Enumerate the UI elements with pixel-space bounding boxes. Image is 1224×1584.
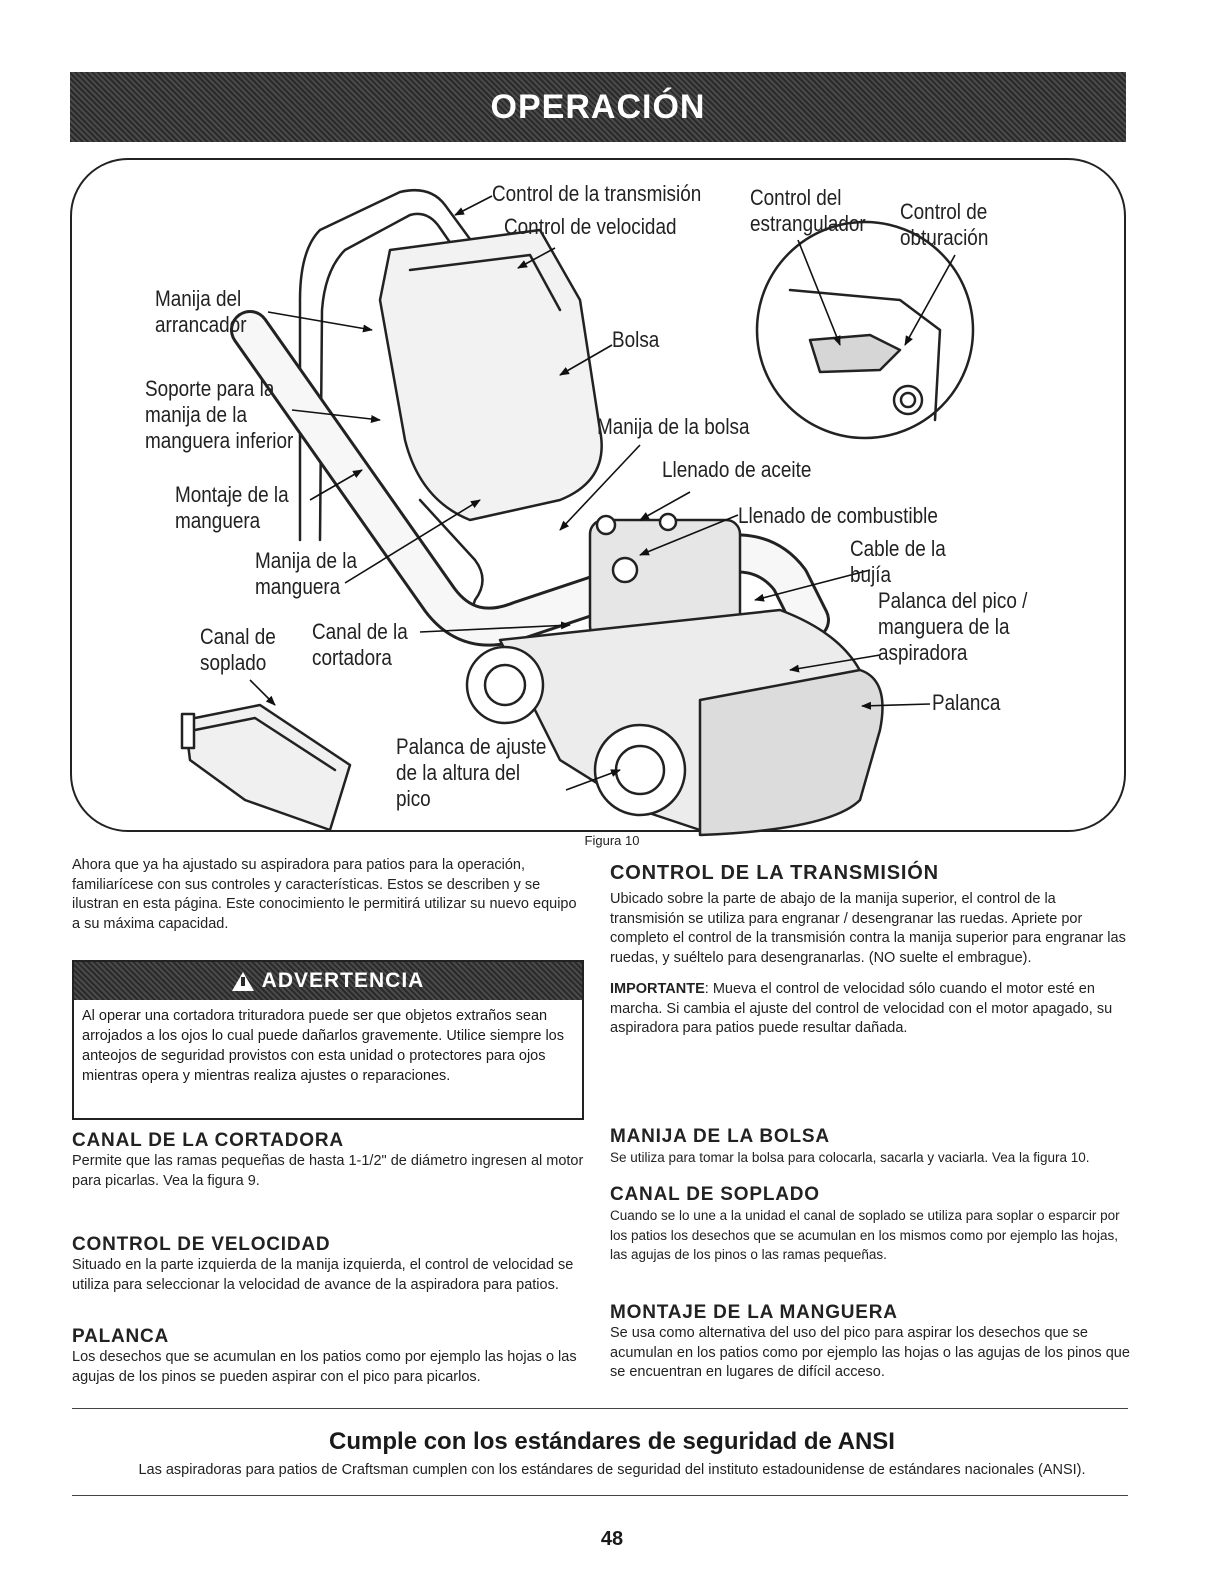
bag-shape xyxy=(380,230,602,520)
section-transmission-control xyxy=(610,862,1130,1039)
label-choke-control: Control del estrangulador xyxy=(750,185,866,236)
rear-wheel xyxy=(467,647,543,723)
label-hose-handle: Manija de la manguera xyxy=(255,548,358,599)
label-speed-control: Control de velocidad xyxy=(504,214,677,239)
section-bag-handle xyxy=(610,1126,1130,1168)
section-title: PALANCA xyxy=(72,1326,170,1347)
section-speed-control xyxy=(72,1234,584,1295)
label-starter-handle: Manija del arrancador xyxy=(155,286,247,337)
intro-text: Ahora que ya ha ajustado su aspiradora para patios para la operación, familiarícese con sus controles y características. Estos se describen y se ilustran en esta página. Este conocimiento le permitirá utilizar su nuevo equipo a su máxima capacidad. xyxy=(72,857,577,932)
label-bag: Bolsa xyxy=(612,327,660,352)
label-bag-handle: Manija de la bolsa xyxy=(597,414,750,439)
section-title: CONTROL DE VELOCIDAD xyxy=(72,1234,331,1255)
figure-caption: Figura 10 xyxy=(584,833,640,848)
divider-top xyxy=(72,1408,1128,1409)
section-chipper-chute xyxy=(72,1130,584,1191)
ansi-text: Las aspiradoras para patios de Craftsman cumplen con los estándares de seguridad del instituto estadounidense de estándares nacionales (ANSI). xyxy=(138,1462,1086,1478)
page-number: 48 xyxy=(600,1528,624,1550)
label-chipper-chute: Canal de la cortadora xyxy=(312,619,408,670)
important-text: : Mueva el control de velocidad sólo cuando el motor esté en marcha. Si cambia el ajuste del control de velocidad con el motor apagado, su aspiradora para patios puede resultar dañada. xyxy=(610,981,1113,1036)
section-lever xyxy=(72,1326,584,1387)
label-lower-hose-support: Soporte para la manija de la manguera inferior xyxy=(145,376,294,453)
section-text: Cuando se lo une a la unidad el canal de soplado se utiliza para soplar o esparcir por los patios los desechos que se acumulan en los mismos como por ejemplo las hojas, las agujas de los pinos o las ramas pequeñas. xyxy=(610,1208,1120,1262)
warning-header xyxy=(74,962,582,1000)
label-throttle-control: Control de obturación xyxy=(900,199,989,250)
divider-bottom xyxy=(72,1495,1128,1496)
ansi-heading: Cumple con los estándares de seguridad de ANSI xyxy=(329,1428,895,1455)
label-fuel-fill: Llenado de combustible xyxy=(738,503,938,528)
label-oil-fill: Llenado de aceite xyxy=(662,457,812,482)
important-note xyxy=(610,980,1130,1039)
section-text: Situado en la parte izquierda de la manija izquierda, el control de velocidad se utiliza para seleccionar la velocidad de avance de la aspiradora para patios. xyxy=(72,1257,574,1293)
section-title: CANAL DE LA CORTADORA xyxy=(72,1130,344,1151)
label-lever: Palanca xyxy=(932,690,1001,715)
warning-title: ADVERTENCIA xyxy=(261,969,425,992)
section-text: Se usa como alternativa del uso del pico para aspirar los desechos que se acumulan en los patios como por ejemplo las hojas o las agujas de los pinos que se encuentran en lugares de difícil acceso. xyxy=(610,1325,1130,1380)
warning-box xyxy=(72,960,584,1120)
section-text: Ubicado sobre la parte de abajo de la manija superior, el control de la transmisión se utiliza para engranar / desengranar las ruedas. Apriete por completo el control de la transmisión contra la manija superior para engranar las ruedas, y suéltelo para desengranarlas. (NO suelte el embrague). xyxy=(610,891,1126,966)
section-text: Permite que las ramas pequeñas de hasta 1-1/2" de diámetro ingresen al motor para picarlas. Vea la figura 9. xyxy=(72,1153,584,1189)
warning-icon xyxy=(232,972,254,991)
blower-chute-accessory xyxy=(185,705,350,830)
label-hose-mount: Montaje de la manguera xyxy=(175,482,289,533)
section-text: Se utiliza para tomar la bolsa para colocarla, sacarla y vaciarla. Vea la figura 10. xyxy=(610,1150,1090,1165)
warning-text: Al operar una cortadora trituradora puede ser que objetos extraños sean arrojados a los ojos lo cual puede dañarlos gravemente. Utilice siempre los anteojos de seguridad provistos con esta unidad o protectores para ojos mientras opera y mientras realiza ajustes o reparaciones. xyxy=(82,1008,564,1084)
section-hose-mount xyxy=(610,1302,1130,1383)
section-title: CANAL DE SOPLADO xyxy=(610,1184,820,1205)
section-title: MONTAJE DE LA MANGUERA xyxy=(610,1302,898,1323)
label-spark-plug-cable: Cable de la bujía xyxy=(850,536,946,587)
label-transmission-control: Control de la transmisión xyxy=(492,181,702,206)
section-title: CONTROL DE LA TRANSMISIÓN xyxy=(610,862,939,884)
label-nozzle-lever: Palanca del pico / manguera de la aspiradora xyxy=(878,588,1028,665)
front-wheel xyxy=(595,725,685,815)
section-title: MANIJA DE LA BOLSA xyxy=(610,1126,830,1147)
section-text: Los desechos que se acumulan en los patios como por ejemplo las hojas o las agujas de los pinos se pueden aspirar con el pico para picarlos. xyxy=(72,1349,577,1385)
intro-paragraph xyxy=(72,856,584,934)
page-title: OPERACIÓN xyxy=(490,87,706,126)
section-blower-chute xyxy=(610,1184,1130,1265)
important-label: IMPORTANTE xyxy=(610,981,705,997)
label-height-adjust-lever: Palanca de ajuste de la altura del pico xyxy=(396,734,547,811)
nozzle-housing xyxy=(700,670,883,835)
label-blower-chute: Canal de soplado xyxy=(200,624,276,675)
